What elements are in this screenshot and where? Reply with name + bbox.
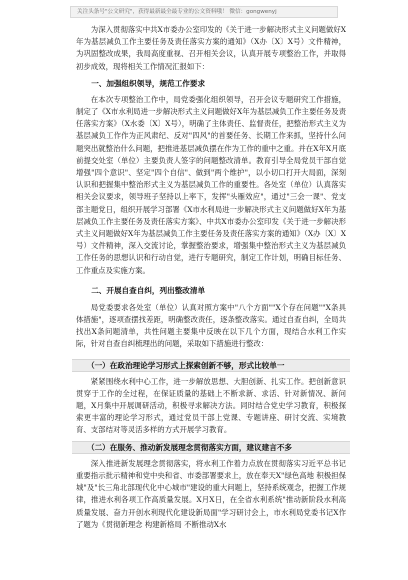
document-page [76,24,346,531]
subsection-1-heading: （一）在政治理论学习形式上探索创新不够，形式比较单一 [87,360,285,370]
top-promo-banner [70,6,338,18]
section-2-paragraph: 局党委要求各处室（单位）认真对照方案中"八个方面""X个存在问题""X条具体措施"，逐项查摆找差距，明确整改责任，逐条整改落实。通过自查自纠，全局共找出X条问题清单，共性问题主要集中反映在以下几个方面，现结合水利工作实际，针对自查自纠梳理出的问题，采取如下措施进行整改： [76,302,346,349]
section-1-heading: 一、加强组织领导，规范工作要求 [91,78,206,88]
subsection-2-heading-bar [72,441,350,454]
section-1-paragraph: 在本次专项整治工作中，局党委强化组织领导，召开会议专题研究工作措施，制定了《X市水利局进一步解决形式主义问题做好X年为基层减负工作主要任务及责任落实方案》（X水委〔X〕X号），明确了主体责任、监督责任，把整治形式主义为基层减负工作作为正风肃纪、反对"四风"的首要任务、长期工作来抓，坚持什么问题突出就整治什么问题，把推进基层减负摆在作为工作的重中之重。并在X年X月底前提交处室（单位）主要负责人签字的问题整改清单。教育引导全局党员干部自觉增强"四个意识"、坚定"四个自信"、做到"两个维护"，以小切口打开大局面，深刻认识和把握集中整治形式主义为基层减负工作的重要性。各处室（单位）认真落实相关会议要求，领导班子坚持以上率下，发挥"头雁效应"，通过"三会一课"、党支部主题党日，组织开展学习部署《X市水利局进一步解决形式主义问题做好X年为基层减负工作主要任务及责任落实方案》、中共X市委办公室印发《关于进一步解决形式主义问题做好X年为基层减负工作主要任务及责任落实方案的通知》（X办〔X〕X号）文件精神，深入交流讨论，掌握整治要求，增强集中整治形式主义为基层减负工作任务的思想认识和行动自觉，进行专题研究，制定工作计划，明确目标任务、工作重点及实施方案。 [76,94,346,275]
subsection-2-heading: （二）在服务、推动新发展理念贯彻落实方面，建议建言不多 [87,442,293,452]
promo-banner-text: 关注头条号"公文研究"，获得最新最全最专业的公文资料哦！ 微信：gongwenyj [77,9,277,15]
subsection-2-paragraph: 深入推进新发展理念贯彻落实，将水利工作着力点放在贯彻落实习近平总书记重要指示批示精神和党中央和省、市委部署要求上，放在奉天X"绿色高地 积极担保城"及"长三角北部现代化中心城市"建设的重大问题上，坚持系统观念，把握工作规律，推进水利各项工作高质量发展。X月X日，在全省水利系统"推动新阶段水利高质量发展、奋力开创水利现代化建设新局面"学习研讨会上，市水利局党委书记X作了题为《贯彻新理念 构建新格局 不断推动X水 [76,458,346,529]
intro-paragraph: 为深入贯彻落实中共X市委办公室印发的《关于进一步解决形式主义问题做好X年为基层减负工作主要任务及责任落实方案的通知》（X办〔X〕X号）文件精神，为巩固整改成果，我局高度重视、召开相关会议，认真开展专项整治工作，并取得初步成效，现将相关工作情况汇报如下： [76,25,346,71]
subsection-1-heading-bar [72,359,350,372]
subsection-1-paragraph: 紧紧围绕水利中心工作，进一步解放思想、大胆创新、扎实工作。把创新意识贯穿于工作的全过程，在保证质量的基础上不断求新、求活、针对新情况、新问题，X月集中开展调研活动，积极寻求解决方法。同时结合党史学习教育，积极探索更丰富的理论学习形式，通过党员干部上党课、专题讲座、研讨交流、实境教育、支部结对等灵活多样的方式开展学习教育。 [76,376,346,435]
section-2-heading: 二、开展自查自纠，列出整改清单 [91,285,206,295]
